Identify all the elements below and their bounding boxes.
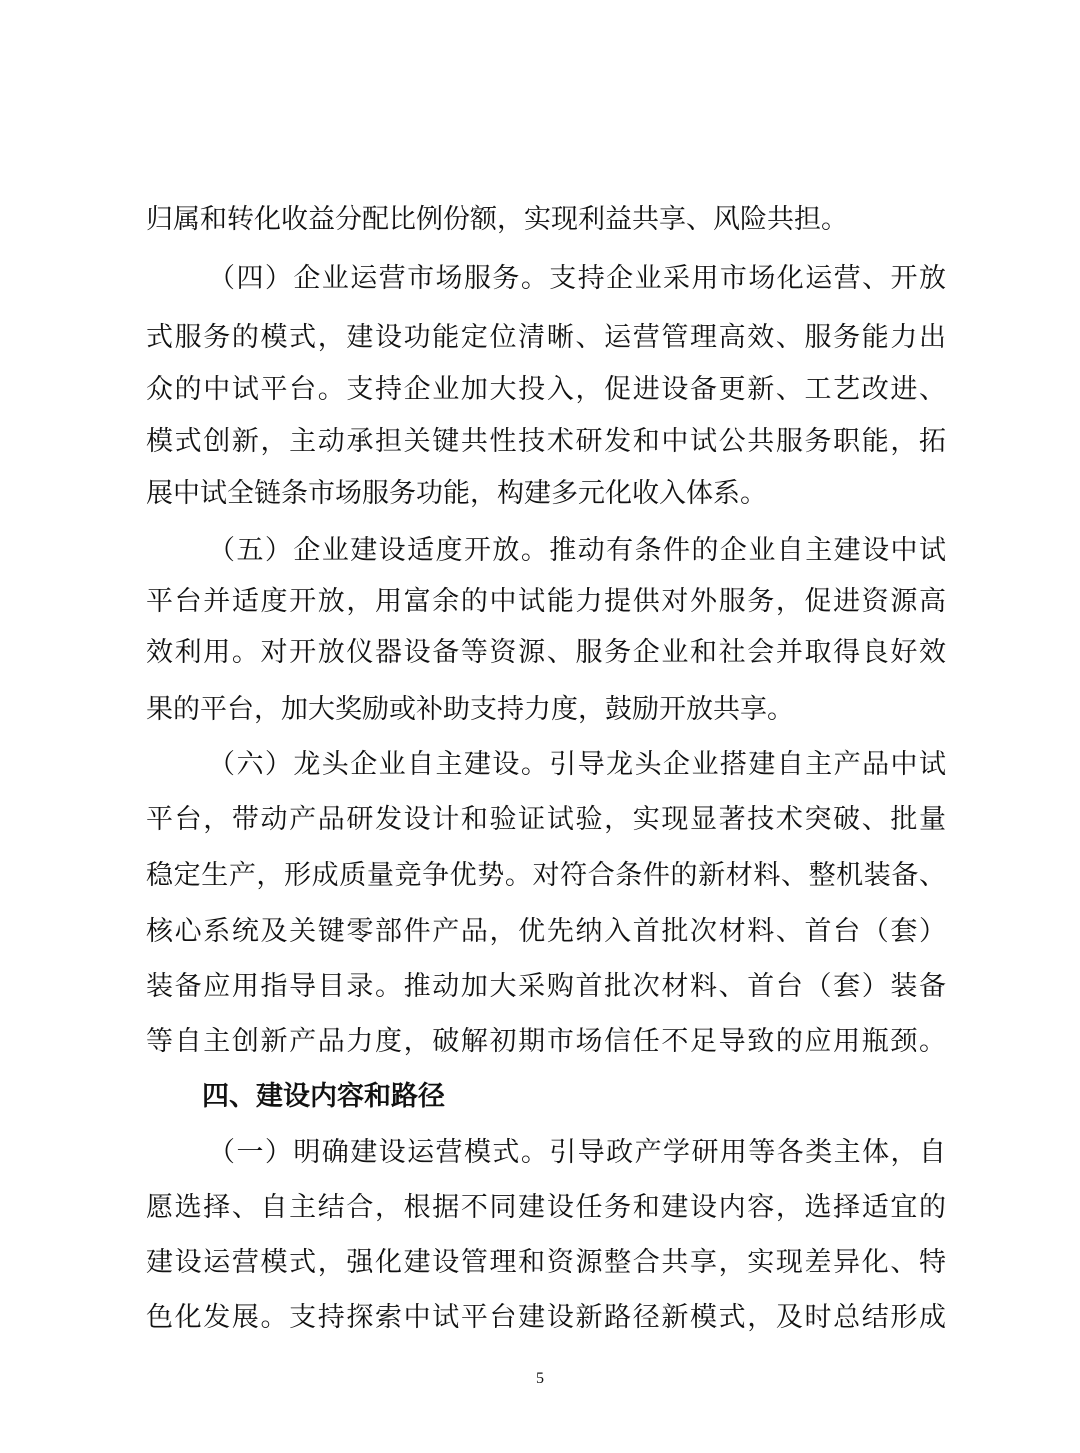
paragraph-line: 归属和转化收益分配比例份额，实现利益共享、风险共担。 <box>146 204 848 235</box>
paragraph-line: 平台并适度开放，用富余的中试能力提供对外服务，促进资源高 <box>146 586 946 617</box>
paragraph-line: （四）企业运营市场服务。支持企业采用市场化运营、开放 <box>208 263 946 294</box>
paragraph-line: 效利用。对开放仪器设备等资源、服务企业和社会并取得良好效 <box>146 637 946 668</box>
paragraph-line: 色化发展。支持探索中试平台建设新路径新模式，及时总结形成 <box>146 1302 946 1333</box>
paragraph-line: 平台，带动产品研发设计和验证试验，实现显著技术突破、批量 <box>146 804 946 835</box>
paragraph-line: （五）企业建设适度开放。推动有条件的企业自主建设中试 <box>208 535 946 566</box>
paragraph-line: 等自主创新产品力度，破解初期市场信任不足导致的应用瓶颈。 <box>146 1026 946 1057</box>
paragraph-line: 稳定生产，形成质量竞争优势。对符合条件的新材料、整机装备、 <box>146 860 946 891</box>
paragraph-line: 果的平台，加大奖励或补助支持力度，鼓励开放共享。 <box>146 694 794 725</box>
paragraph-line: 愿选择、自主结合，根据不同建设任务和建设内容，选择适宜的 <box>146 1192 946 1223</box>
section-heading: 四、建设内容和路径 <box>202 1081 445 1112</box>
paragraph-line: 模式创新，主动承担关键共性技术研发和中试公共服务职能，拓 <box>146 426 946 457</box>
paragraph-line: （六）龙头企业自主建设。引导龙头企业搭建自主产品中试 <box>208 749 946 780</box>
page-number: 5 <box>536 1370 544 1387</box>
paragraph-line: 建设运营模式，强化建设管理和资源整合共享，实现差异化、特 <box>146 1247 946 1278</box>
paragraph-line: （一）明确建设运营模式。引导政产学研用等各类主体，自 <box>208 1137 946 1168</box>
paragraph-line: 装备应用指导目录。推动加大采购首批次材料、首台（套）装备 <box>146 971 946 1002</box>
paragraph-line: 式服务的模式，建设功能定位清晰、运营管理高效、服务能力出 <box>146 322 946 353</box>
paragraph-line: 核心系统及关键零部件产品，优先纳入首批次材料、首台（套） <box>146 916 946 947</box>
paragraph-line: 展中试全链条市场服务功能，构建多元化收入体系。 <box>146 478 767 509</box>
paragraph-line: 众的中试平台。支持企业加大投入，促进设备更新、工艺改进、 <box>146 374 946 405</box>
